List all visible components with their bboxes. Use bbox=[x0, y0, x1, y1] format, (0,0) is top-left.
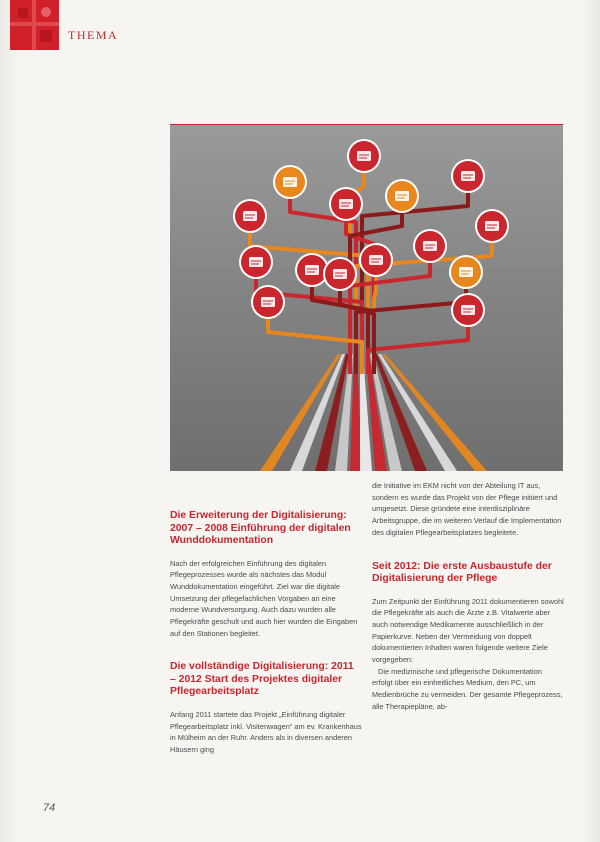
article-column-left bbox=[170, 510, 362, 756]
article-column-right bbox=[372, 480, 564, 713]
brand-logo bbox=[10, 0, 59, 50]
digital-tree-illustration bbox=[170, 124, 563, 471]
book-icon bbox=[239, 245, 273, 279]
document-icon bbox=[451, 159, 485, 193]
forms-icon bbox=[451, 293, 485, 327]
medical-team-icon bbox=[347, 139, 381, 173]
network-icon bbox=[329, 187, 363, 221]
page-number: 74 bbox=[43, 802, 56, 814]
section-heading: Seit 2012: Die erste Ausbaustufe der Digitalisierung der Pflege bbox=[372, 560, 552, 585]
section-heading: Die Erweiterung der Digitalisierung: 2007 – 2008 Einführung der digitalen Wunddokumentation bbox=[170, 510, 351, 546]
phone-icon bbox=[413, 229, 447, 263]
mobile-hand-icon bbox=[273, 165, 307, 199]
section-label: THEMA bbox=[68, 28, 119, 42]
paragraph: Die medizinische und pflegerische Dokumentation erfolgt über ein einheitliches Medium, den PC, um Medienbrüche zu vermeiden. Der gesamte Pflegeprozess, alle Therapiepläne, ab- bbox=[372, 666, 563, 711]
section-heading: Die vollständige Digitalisierung: 2011 – 2012 Start des Projektes digitaler Pflegearbeitsplatz bbox=[170, 661, 354, 698]
chat-icon bbox=[233, 199, 267, 233]
paragraph: Nach der erfolgreichen Einführung des digitalen Pflegeprozesses wurde als nächstes das Modul Wunddokumentation eingeführt. Ziel war die digitale Umsetzung der pflegefachlichen Vorgaben an eine moderne Wundversorgung. Auch dazu wurden alle Pflegekräfte geschult und auch hier wurden die Eingaben auf den Stationen begleitet. bbox=[170, 558, 358, 638]
paragraph: Anfang 2011 startete das Projekt „Einführung digitaler Pflegearbeitsplatz inkl. Visitenwagen“ am ev. Krankenhaus in Mülheim an der Ruhr. Anders als in diversen anderen Häusern ging bbox=[170, 709, 362, 755]
chart-user-icon bbox=[251, 285, 285, 319]
paragraph: Zum Zeitpunkt der Einführung 2011 dokumentieren sowohl die Pflegekräfte als auch die Ärzte z.B. Vitalwerte aber auch notwendige Medikamente ausschließlich in der Papierkurve. Neben der Vermeidung von doppelt dokumentierten Inhalten waren folgende weitere Ziele vorgegeben: bbox=[372, 596, 564, 665]
server-icon bbox=[359, 243, 393, 277]
first-aid-icon bbox=[323, 257, 357, 291]
database-icon bbox=[385, 179, 419, 213]
network-node-icon bbox=[449, 255, 483, 289]
laptop-icon bbox=[475, 209, 509, 243]
paragraph: die Initiative im EKM nicht von der Abteilung IT aus, sondern es wurde das Projekt von der Pflege initiiert und umgesetzt. Diese gründete eine interdisziplinäre Arbeitsgruppe, die im weiteren Verlauf die Implementation des digitalen Pflegearbeitsplatzes begleitete. bbox=[372, 481, 562, 537]
